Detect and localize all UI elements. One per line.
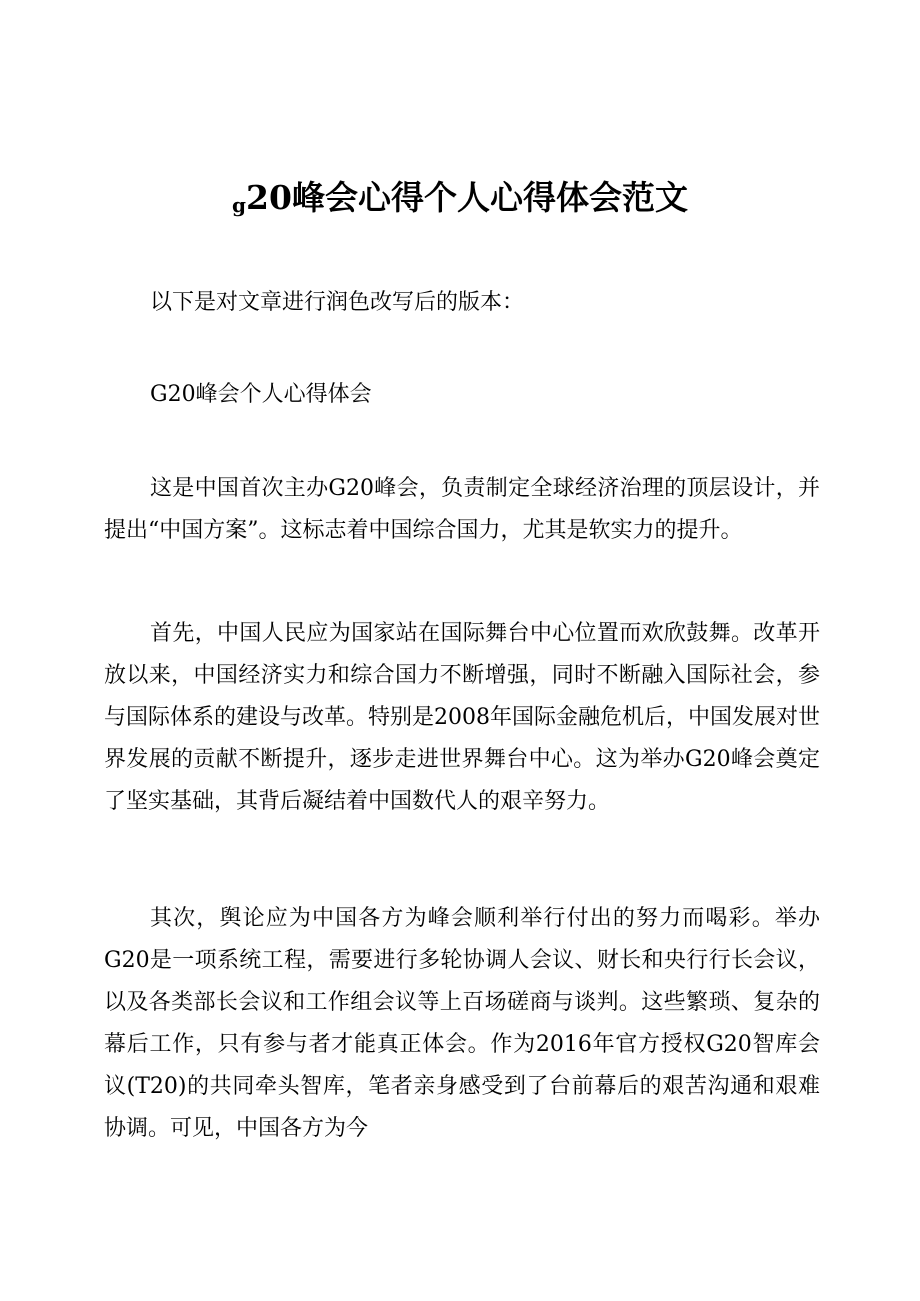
document-title	[0, 176, 920, 227]
title-main: 20峰会心得个人心得体会范文	[246, 178, 688, 217]
title-prefix: g	[232, 193, 247, 217]
subtitle-paragraph: G20峰会个人心得体会	[150, 382, 372, 407]
body-paragraph-3: 其次，舆论应为中国各方为峰会顺利举行付出的努力而喝彩。举办G20是一项系统工程，需要进行多轮协调人会议、财长和央行行长会议，以及各类部长会议和工作组会议等上百场磋商与谈判。这些繁琐、复杂的幕后工作，只有参与者才能真正体会。作为2016年官方授权G20智库会议(T20)的共同牵头智库，笔者亲身感受到了台前幕后的艰苦沟通和艰难协调。可见，中国各方为今	[104, 906, 820, 1141]
intro-paragraph: 以下是对文章进行润色改写后的版本：	[150, 290, 525, 315]
body-paragraph-2: 首先，中国人民应为国家站在国际舞台中心位置而欢欣鼓舞。改革开放以来，中国经济实力和综合国力不断增强，同时不断融入国际社会，参与国际体系的建设与改革。特别是2008年国际金融危机后，中国发展对世界发展的贡献不断提升，逐步走进世界舞台中心。这为举办G20峰会奠定了坚实基础，其背后凝结着中国数代人的艰辛努力。	[104, 621, 820, 814]
body-paragraph-1: 这是中国首次主办G20峰会，负责制定全球经济治理的顶层设计，并提出“中国方案”。这标志着中国综合国力，尤其是软实力的提升。	[104, 476, 820, 543]
